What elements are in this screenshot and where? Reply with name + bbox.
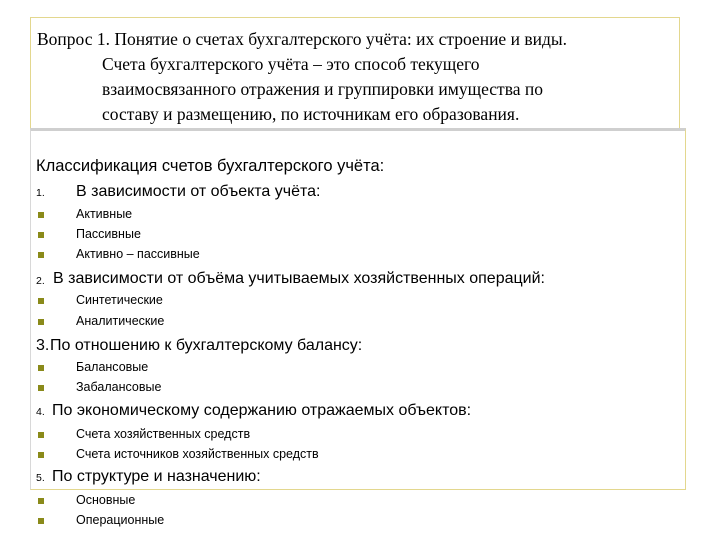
list-item: Пассивные: [76, 227, 141, 241]
list-item: Активно – пассивные: [76, 247, 200, 261]
list-item: Операционные: [76, 513, 165, 527]
group-title: По экономическому содержанию отражаемых объектов:: [52, 402, 472, 419]
group-title: В зависимости от объёма учитываемых хозяйственных операций:: [53, 270, 545, 287]
group-number: 5.: [36, 472, 45, 484]
group-title: По структуре и назначению:: [52, 468, 261, 485]
question-title: Вопрос 1. Понятие о счетах бухгалтерского учёта: их строение и виды.: [37, 29, 567, 49]
list-item: Аналитические: [76, 314, 165, 328]
bullet-icon: [38, 365, 44, 371]
list-item: Балансовые: [76, 360, 149, 374]
group-number: 4.: [36, 406, 45, 418]
group-number: 1.: [36, 187, 45, 199]
group-title: В зависимости от объекта учёта:: [76, 183, 321, 200]
group-number: 3.: [36, 337, 50, 354]
bullet-icon: [38, 212, 44, 218]
bullet-icon: [38, 452, 44, 458]
bullet-icon: [38, 432, 44, 438]
list-item: Активные: [76, 207, 133, 221]
bullet-icon: [38, 252, 44, 258]
bullet-icon: [38, 319, 44, 325]
list-item: Счета хозяйственных средств: [76, 427, 251, 441]
definition-line: составу и размещению, по источникам его образования.: [102, 104, 520, 124]
bullet-icon: [38, 385, 44, 391]
list-item: Основные: [76, 493, 136, 507]
definition-line: Счета бухгалтерского учёта – это способ текущего: [102, 54, 480, 74]
bullet-icon: [38, 298, 44, 304]
classification-title: Классификация счетов бухгалтерского учёта:: [36, 157, 385, 175]
group-number: 2.: [36, 275, 45, 287]
group-title: По отношению к бухгалтерскому балансу:: [50, 337, 363, 354]
definition-line: взаимосвязанного отражения и группировки имущества по: [102, 79, 543, 99]
bullet-icon: [38, 518, 44, 524]
bullet-icon: [38, 232, 44, 238]
list-item: Синтетические: [76, 293, 163, 307]
bullet-icon: [38, 498, 44, 504]
list-item: Счета источников хозяйственных средств: [76, 447, 319, 461]
list-item: Забалансовые: [76, 380, 162, 394]
